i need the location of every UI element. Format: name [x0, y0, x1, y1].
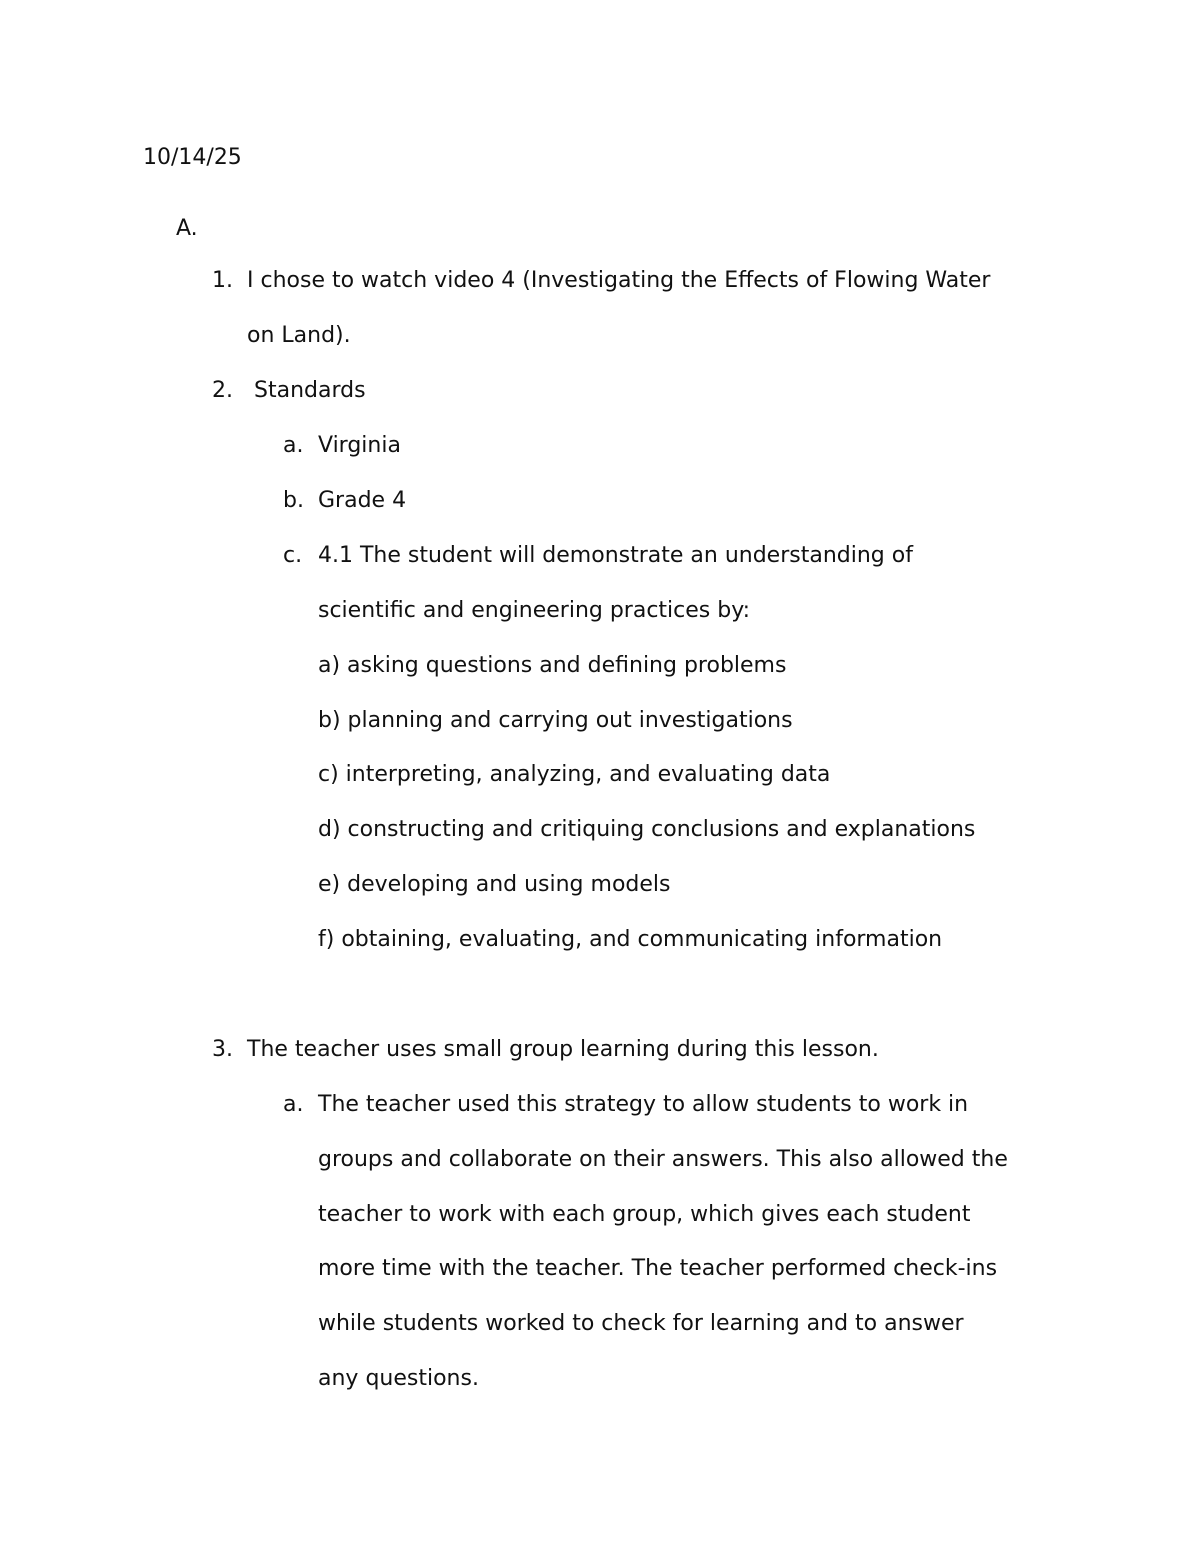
- item-1-line-2: on Land).: [247, 323, 351, 348]
- item-3a-line-2: groups and collaborate on their answers. This also allowed the: [318, 1147, 1008, 1172]
- item-2c-line-3: a) asking questions and defining problems: [318, 653, 787, 678]
- section-label: A.: [176, 216, 198, 241]
- item-3a-line-6: any questions.: [318, 1366, 479, 1391]
- item-2a-text: Virginia: [318, 433, 401, 458]
- item-2-number: 2.: [212, 378, 233, 403]
- item-2c-line-2: scientific and engineering practices by:: [318, 598, 751, 623]
- item-3a-line-5: while students worked to check for learning and to answer: [318, 1311, 964, 1336]
- item-2c-letter: c.: [283, 543, 303, 568]
- item-2c-line-7: e) developing and using models: [318, 872, 671, 897]
- item-1-number: 1.: [212, 268, 233, 293]
- item-2c-line-4: b) planning and carrying out investigations: [318, 708, 793, 733]
- item-3a-line-3: teacher to work with each group, which gives each student: [318, 1202, 971, 1227]
- item-3a-line-1: The teacher used this strategy to allow students to work in: [318, 1092, 969, 1117]
- item-2b-text: Grade 4: [318, 488, 407, 513]
- item-2-heading: Standards: [254, 378, 366, 403]
- item-2a-letter: a.: [283, 433, 304, 458]
- item-2c-line-8: f) obtaining, evaluating, and communicating information: [318, 927, 943, 952]
- document-date: 10/14/25: [143, 145, 242, 170]
- item-2c-line-6: d) constructing and critiquing conclusions and explanations: [318, 817, 976, 842]
- item-3-number: 3.: [212, 1037, 233, 1062]
- item-2c-line-5: c) interpreting, analyzing, and evaluating data: [318, 762, 831, 787]
- item-1-line-1: I chose to watch video 4 (Investigating the Effects of Flowing Water: [247, 268, 991, 293]
- item-2c-line-1: 4.1 The student will demonstrate an understanding of: [318, 543, 913, 568]
- item-2b-letter: b.: [283, 488, 304, 513]
- item-3-line-1: The teacher uses small group learning during this lesson.: [247, 1037, 879, 1062]
- item-3a-letter: a.: [283, 1092, 304, 1117]
- item-3a-line-4: more time with the teacher. The teacher performed check-ins: [318, 1256, 998, 1281]
